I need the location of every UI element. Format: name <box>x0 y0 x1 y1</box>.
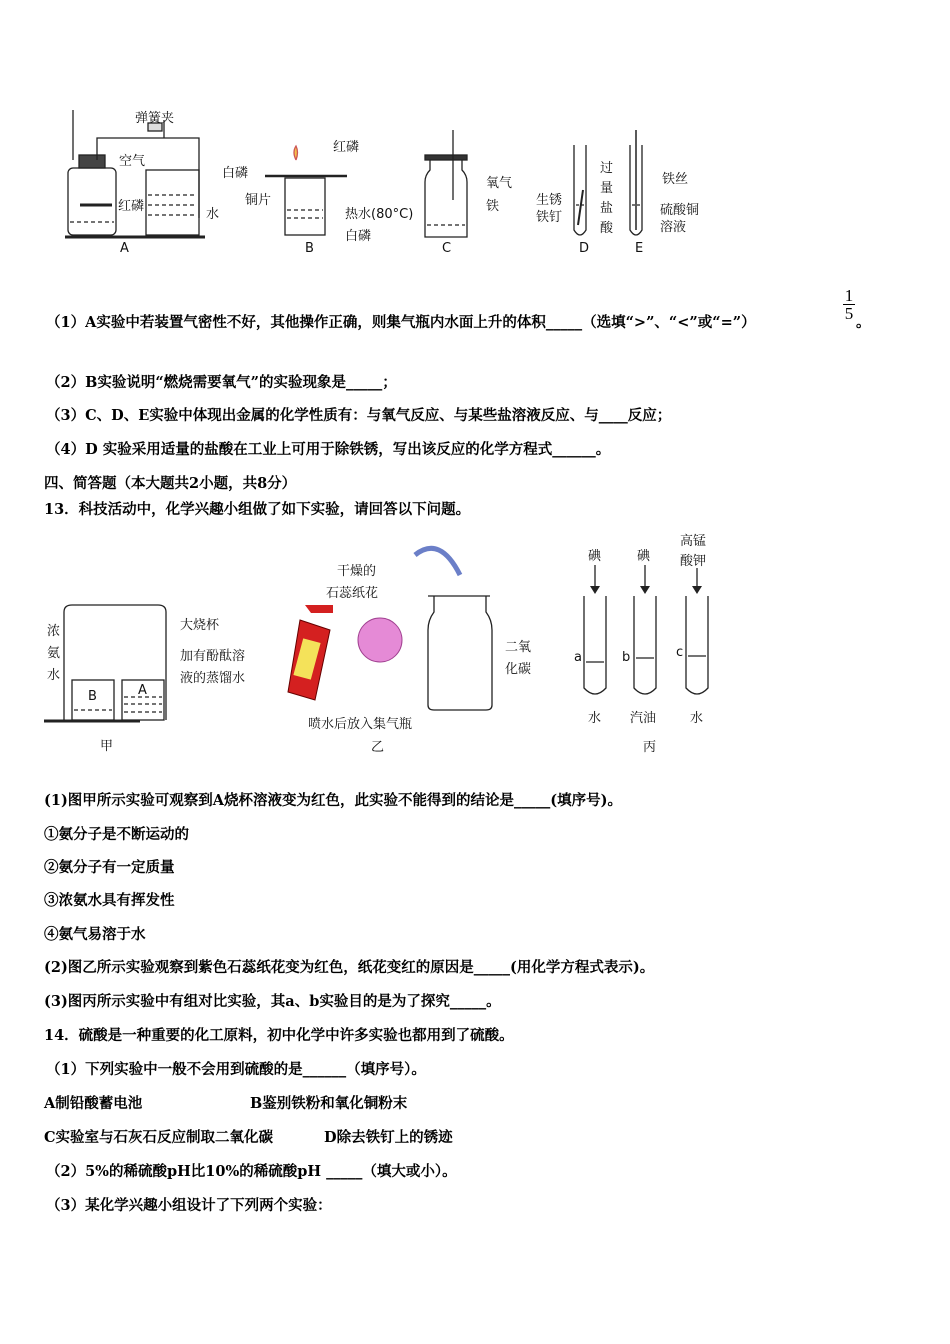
label-clip: 弹簧夹 <box>135 111 175 126</box>
caption-c: C <box>442 241 452 256</box>
label-water: 水 <box>206 207 220 222</box>
q14-option-b: B鉴别铁粉和氧化铜粉末 <box>250 1095 408 1112</box>
q13-option-2: ②氨分子有一定质量 <box>44 859 175 876</box>
q14-option-d: D除去铁钉上的锈迹 <box>324 1129 453 1146</box>
caption-a: A <box>120 241 129 256</box>
label-iron: 铁 <box>486 199 500 214</box>
label-solvent-c: 水 <box>690 711 704 726</box>
q13-part1: (1)图甲所示实验可观察到A烧杯溶液变为红色，此实验不能得到的结论是_____(填序号)。 <box>44 792 623 809</box>
label-acid-3: 盐 <box>600 201 614 216</box>
label-beaker-a: A <box>138 683 147 698</box>
label-hot-water: 热水(80°C) <box>345 207 414 222</box>
q12-part4: （4）D 实验采用适量的盐酸在工业上可用于除铁锈，写出该反应的化学方程式______。 <box>46 441 611 458</box>
label-red-p-b: 红磷 <box>333 140 360 155</box>
label-air: 空气 <box>119 154 146 169</box>
arrowheads <box>590 586 702 594</box>
label-co2-1: 二氧 <box>505 640 532 655</box>
q12-part3: （3）C、D、E实验中体现出金属的化学性质有：与氧气反应、与某些盐溶液反应、与____反应； <box>46 407 672 424</box>
tube-a <box>584 596 606 694</box>
q12-part1-end: 。 <box>856 314 871 331</box>
caption-yi: 乙 <box>371 740 385 755</box>
arrow-icon <box>415 548 460 575</box>
label-acid-2: 量 <box>600 181 614 196</box>
label-acid-4: 酸 <box>600 221 614 236</box>
label-copper: 铜片 <box>245 193 272 208</box>
caption-e: E <box>635 241 644 256</box>
label-kmno4-1: 高锰 <box>680 534 707 549</box>
spray-bottle-icon <box>288 605 333 700</box>
q13-option-1: ①氨分子是不断运动的 <box>44 826 189 843</box>
label-flower-1: 干燥的 <box>337 564 377 579</box>
label-solvent-a: 水 <box>588 711 602 726</box>
gas-jar <box>428 596 492 710</box>
caption-d: D <box>579 241 590 256</box>
fraction-numerator: 1 <box>844 286 854 305</box>
q14-option-c: C实验室与石灰石反应制取二氧化碳 <box>44 1129 274 1146</box>
q13-part3: (3)图丙所示实验中有组对比实验，其a、b实验目的是为了探究_____。 <box>44 993 501 1010</box>
q12-part1: （1）A实验中若装置气密性不好，其他操作正确，则集气瓶内水面上升的体积_____（选填“>”、“<”或“=”） <box>46 314 756 331</box>
q14-part1: （1）下列实验中一般不会用到硫酸的是______（填序号）。 <box>46 1061 426 1078</box>
big-beaker <box>64 605 166 720</box>
label-iodine-a: 碘 <box>588 549 602 564</box>
section-heading: 四、简答题（本大题共2小题，共8分） <box>44 475 297 492</box>
label-ammonia-3: 水 <box>47 668 61 683</box>
q14-stem: 14．硫酸是一种重要的化工原料，初中化学中许多实验也都用到了硫酸。 <box>44 1027 514 1044</box>
label-iron-wire: 铁丝 <box>662 172 689 187</box>
label-beaker-b: B <box>88 689 97 704</box>
tube-b <box>634 596 656 694</box>
label-phenol-2: 液的蒸馏水 <box>180 671 246 686</box>
q14-option-a: A制铅酸蓄电池 <box>44 1095 143 1112</box>
label-spray-note: 喷水后放入集气瓶 <box>308 717 413 732</box>
label-co2-2: 化碳 <box>505 662 532 677</box>
label-acid-1: 过 <box>600 161 614 176</box>
caption-b: B <box>305 241 314 256</box>
label-ammonia-1: 浓 <box>47 624 61 639</box>
q12-part2: （2）B实验说明“燃烧需要氧气”的实验现象是_____； <box>46 374 397 391</box>
label-cuso4-2: 溶液 <box>660 220 687 235</box>
label-phenol-1: 加有酚酞溶 <box>180 649 246 664</box>
label-red-p: 红磷 <box>118 199 145 214</box>
label-kmno4-2: 酸钾 <box>680 554 707 569</box>
label-tube-b: b <box>622 650 631 665</box>
label-iodine-b: 碘 <box>637 549 651 564</box>
caption-bing: 丙 <box>643 740 657 755</box>
label-ammonia-2: 氨 <box>47 646 61 661</box>
label-big-beaker: 大烧杯 <box>180 618 220 633</box>
q13-option-3: ③浓氨水具有挥发性 <box>44 892 175 909</box>
label-white-p-bottom: 白磷 <box>345 229 372 244</box>
q14-part3: （3）某化学兴趣小组设计了下列两个实验： <box>46 1197 332 1214</box>
label-oxygen: 氧气 <box>486 176 513 191</box>
label-tube-a: a <box>574 650 582 665</box>
caption-jia: 甲 <box>100 739 114 754</box>
label-rusty-nail-1: 生锈 <box>536 193 563 208</box>
q13-part2: (2)图乙所示实验观察到紫色石蕊纸花变为红色，纸花变红的原因是_____(用化学方程式表示)。 <box>44 959 655 976</box>
fraction-denominator: 5 <box>844 304 854 323</box>
label-white-p: 白磷 <box>222 166 249 181</box>
q14-part2: （2）5%的稀硫酸pH比10%的稀硫酸pH _____（填大或小）。 <box>46 1163 457 1180</box>
tube-c <box>686 596 708 694</box>
q13-stem: 13．科技活动中，化学兴趣小组做了如下实验，请回答以下问题。 <box>44 501 471 518</box>
label-solvent-b: 汽油 <box>630 711 657 726</box>
label-rusty-nail-2: 铁钉 <box>536 210 563 225</box>
label-flower-2: 石蕊纸花 <box>326 586 379 601</box>
label-tube-c: c <box>676 645 684 660</box>
flower-icon <box>358 618 402 662</box>
q13-option-4: ④氨气易溶于水 <box>44 926 146 943</box>
label-cuso4-1: 硫酸铜 <box>660 203 700 218</box>
